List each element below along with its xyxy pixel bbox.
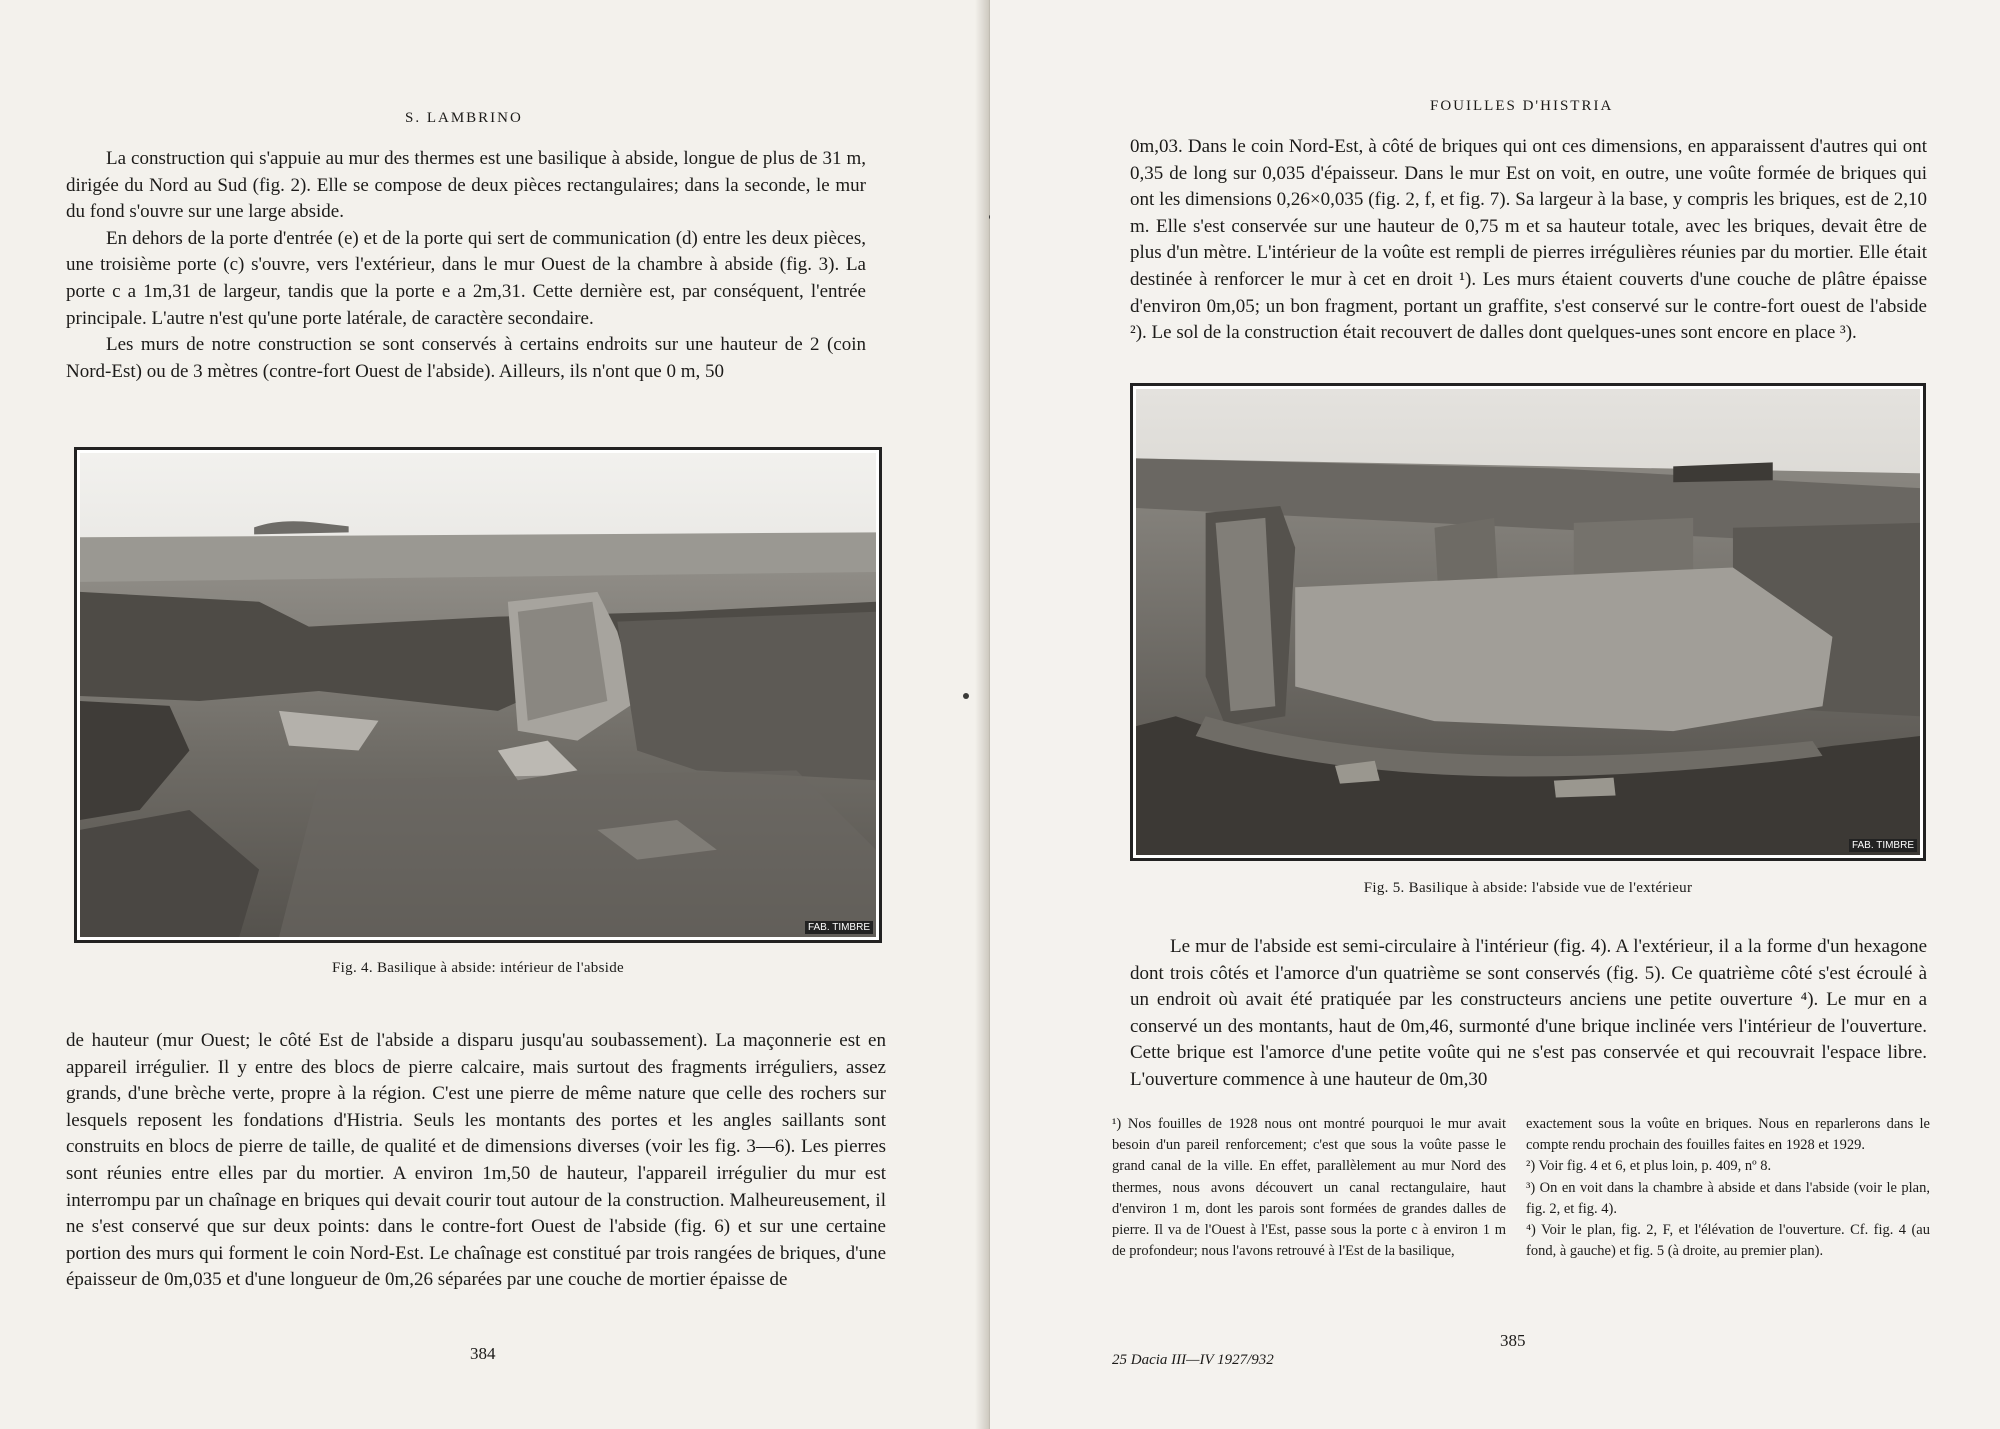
- figure-4-caption: Fig. 4. Basilique à abside: intérieur de l'abside: [332, 960, 624, 976]
- footnotes-right-column: [1526, 1114, 1930, 1262]
- photo-credit: FAB. TIMBRE: [1849, 839, 1917, 852]
- left-top-text: [66, 146, 866, 385]
- footnotes-left-column: [1112, 1114, 1506, 1262]
- left-bottom-text: [66, 1028, 886, 1294]
- paragraph: de hauteur (mur Ouest; le côté Est de l'abside a disparu jusqu'au soubassement). La maçonnerie est en appareil irrégulier. Il y entre des blocs de pierre calcaire, mais surtout des fragments irréguliers, assez grands, d'une brèche verte, propre à la région. C'est une pierre de même nature que celle des rochers sur lesquels reposent les fondations d'Histria. Seuls les montants des portes et les angles saillants sont construits en blocs de pierre de taille, de qualité et de dimensions diverses (voir les fig. 3—6). Les pierres sont réunies entre elles par du mortier. A environ 1m,50 de hauteur, l'appareil irrégulier du mur est interrompu par un chaînage en briques qui devait courir tout autour de la construction. Malheureusement, il ne s'est conservé que sur deux points: dans le contre-fort Ouest de l'abside (fig. 6) et sur une certaine portion des murs qui forment le coin Nord-Est. Le chaînage est constitué par trois rangées de briques, d'une épaisseur de 0m,035 et d'une longueur de 0m,26 séparées par une couche de mortier épaisse de: [66, 1030, 886, 1291]
- figure-4-photo: [74, 447, 882, 943]
- right-page: [990, 0, 2000, 1429]
- running-head-title: FOUILLES D'HISTRIA: [1430, 98, 1614, 114]
- footnote: ²) Voir fig. 4 et 6, et plus loin, p. 409, nº 8.: [1526, 1158, 1772, 1175]
- footnote: ³) On en voit dans la chambre à abside et dans l'abside (voir le plan, fig. 2, et fig. 4).: [1526, 1179, 1930, 1217]
- left-page: [0, 0, 990, 1429]
- ruins-interior-photo: [80, 453, 876, 937]
- page-number: 384: [470, 1344, 496, 1363]
- printer-signature: 25 Dacia III—IV 1927/932: [1112, 1352, 1274, 1368]
- page-number: 385: [1500, 1331, 1526, 1350]
- footnote: ⁴) Voir le plan, fig. 2, F, et l'élévation de l'ouverture. Cf. fig. 4 (au fond, à gauche) et fig. 5 (à droite, au premier plan).: [1526, 1222, 1930, 1260]
- running-head-author: S. LAMBRINO: [405, 110, 523, 126]
- footnote: ¹) Nos fouilles de 1928 nous ont montré pourquoi le mur avait besoin d'un pareil renforcement; c'est que sous la voûte passe le grand canal de la ville. En effet, parallèlement au mur Nord des thermes, nous avons découvert un canal rectangulaire, haut d'environ 1 m, dont les parois sont formées de grandes dalles de pierre. Il va de l'Ouest à l'Est, passe sous la porte c à environ 1 m de profondeur; nous l'avons retrouvé à l'Est de la basilique,: [1112, 1116, 1506, 1260]
- paragraph: La construction qui s'appuie au mur des thermes est une basilique à abside, longue de plus de 31 m, dirigée du Nord au Sud (fig. 2). Elle se compose de deux pièces rectangulaires; dans la seconde, le mur du fond s'ouvre sur une large abside.: [66, 148, 866, 223]
- gutter-mark: [963, 693, 969, 699]
- figure-5-caption: Fig. 5. Basilique à abside: l'abside vue de l'extérieur: [1363, 880, 1693, 896]
- figure-5-photo: [1130, 383, 1926, 861]
- right-top-text: [1130, 134, 1927, 347]
- paragraph: Le mur de l'abside est semi-circulaire à l'intérieur (fig. 4). A l'extérieur, il a la forme d'un hexagone dont trois côtés et l'amorce d'un quatrième se sont conservés (fig. 5). Ce quatrième côté s'est écroulé à un endroit où avait été pratiquée par les constructeurs anciens une petite ouverture ⁴). Le mur en a conservé un des montants, haut de 0m,46, surmonté d'une brique inclinée vers l'intérieur de l'ouverture. Cette brique est l'amorce d'une petite voûte qui ne s'est pas conservée et qui recouvrait l'espace libre. L'ouverture commence à une hauteur de 0m,30: [1130, 936, 1927, 1090]
- paragraph: 0m,03. Dans le coin Nord-Est, à côté de briques qui ont ces dimensions, en apparaissent d'autres qui ont 0,35 de long sur 0,035 d'épaisseur. Dans le mur Est on voit, en outre, une voûte formée de briques qui ont les dimensions 0,26×0,035 (fig. 2, f, et fig. 7). Sa largeur à la base, y compris les briques, est de 2,10 m. Elle s'est conservée sur une hauteur de 0,75 m et sa hauteur totale, avec les briques, devait être de plus d'un mètre. L'intérieur de la voûte est rempli de pierres irrégulières réunies par du mortier. Elle était destinée à renforcer le mur à cet en droit ¹). Les murs étaient couverts d'une couche de plâtre épaisse d'environ 0m,05; un bon fragment, portant un graffite, s'est conservé sur le contre-fort ouest de l'abside ²). Le sol de la construction était recouvert de dalles dont quelques-unes sont encore en place ³).: [1130, 136, 1927, 344]
- paragraph: En dehors de la porte d'entrée (e) et de la porte qui sert de communication (d) entre les deux pièces, une troisième porte (c) s'ouvre, vers l'extérieur, dans le mur Ouest de la chambre à abside (fig. 3). La porte c a 1m,31 de largeur, tandis que la porte e a 2m,31. Cette dernière est, par conséquent, l'entrée principale. L'autre n'est qu'une porte latérale, de caractère secondaire.: [66, 227, 866, 329]
- right-middle-text: [1130, 934, 1927, 1094]
- ruins-exterior-photo: [1136, 389, 1920, 855]
- paragraph: Les murs de notre construction se sont conservés à certains endroits sur une hauteur de 2 (coin Nord-Est) ou de 3 mètres (contre-fort Ouest de l'abside). Ailleurs, ils n'ont que 0 m, 50: [66, 334, 866, 382]
- footnote: exactement sous la voûte en briques. Nous en reparlerons dans le compte rendu prochain des fouilles faites en 1928 et 1929.: [1526, 1116, 1930, 1154]
- photo-credit: FAB. TIMBRE: [805, 921, 873, 934]
